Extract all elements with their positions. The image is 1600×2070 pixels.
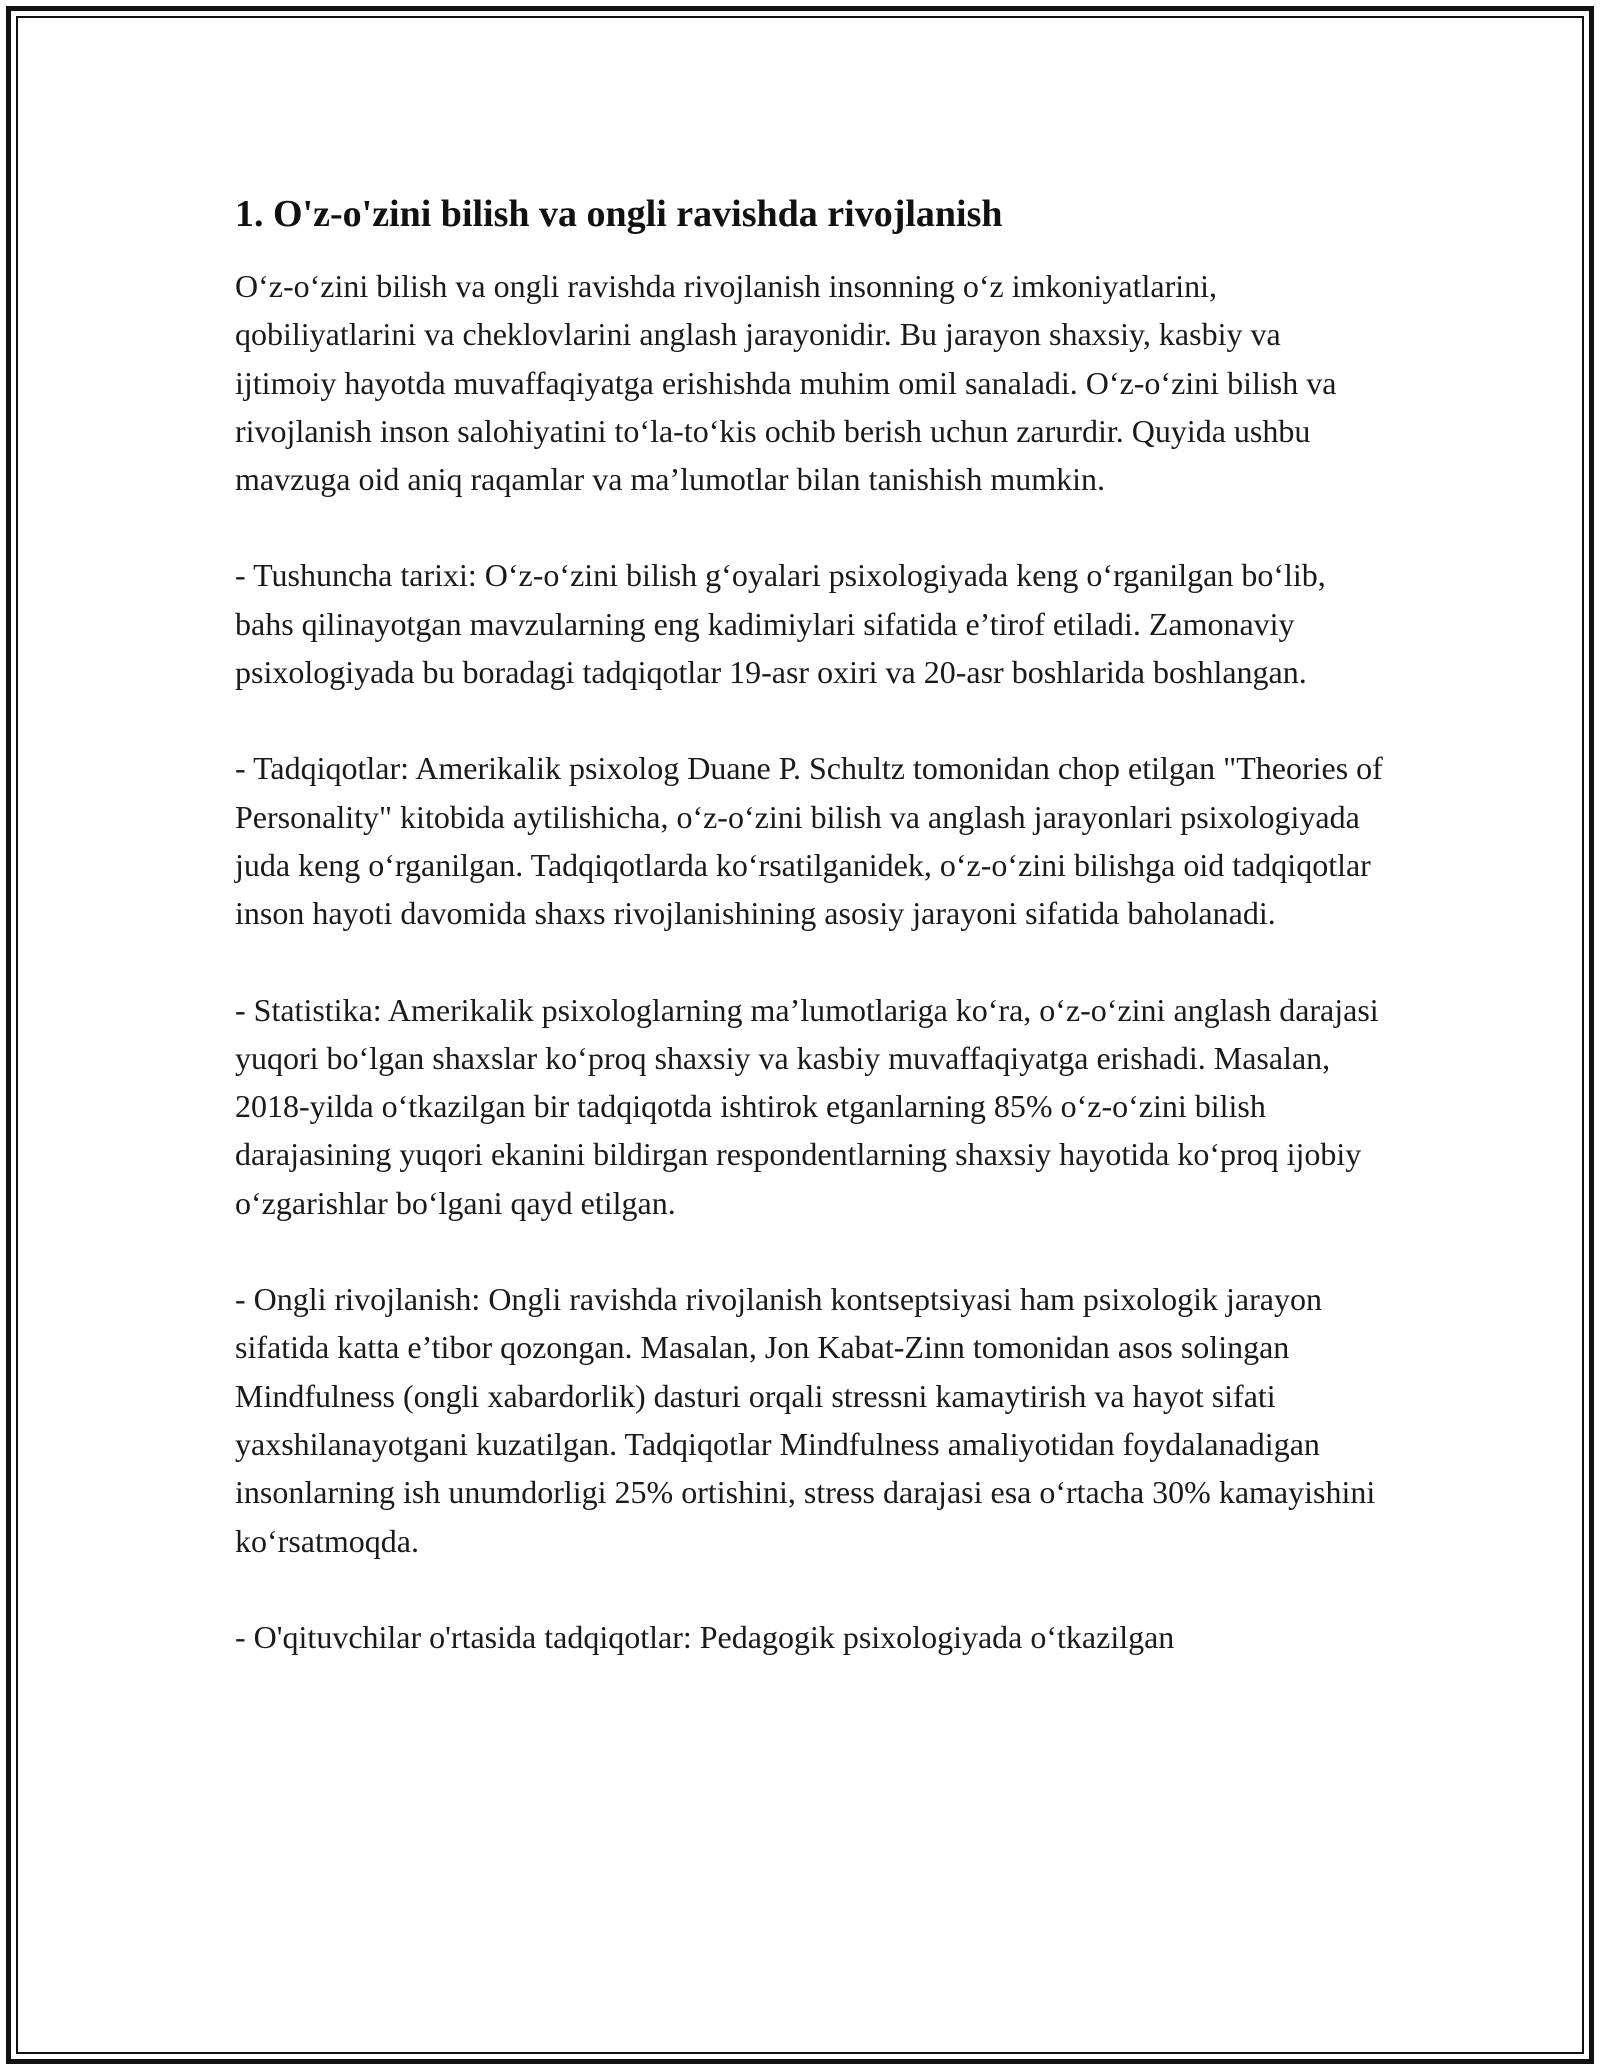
page-title: 1. O'z-o'zini bilish va ongli ravishda rivojlanish (235, 193, 1003, 235)
paragraph-teachers-research: - O'qituvchilar o'rtasida tadqiqotlar: Pedagogik psixologiyada o‘tkazilgan (235, 1618, 1175, 1655)
paragraph-research: - Tadqiqotlar: Amerikalik psixolog Duane P. Schultz tomonidan chop etilgan "Theories of Personality" kitobida aytilishicha, o‘z-o‘zini bilish va anglash jarayonlari psixologiyada juda keng o‘rganilgan. Tadqiqotlarda ko‘rsatilganidek, o‘z-o‘zini bilishga oid tadqiqotlar inson hayoti davomida shaxs rivojlanishining asosiy jarayoni sifatida baholanadi. (235, 750, 1383, 932)
paragraph-statistics: - Statistika: Amerikalik psixologlarning ma’lumotlariga ko‘ra, o‘z-o‘zini anglash darajasi yuqori bo‘lgan shaxslar ko‘proq shaxsiy va kasbiy muvaffaqiyatga erishadi. Masalan, 2018-yilda o‘tkazilgan bir tadqiqotda ishtirok etganlarning 85% o‘z-o‘zini bilish darajasining yuqori ekanini bildirgan respondentlarning shaxsiy hayotida ko‘proq ijobiy o‘zgarishlar bo‘lgani qayd etilgan. (235, 991, 1379, 1221)
paragraph-conscious-development: - Ongli rivojlanish: Ongli ravishda rivojlanish kontseptsiyasi ham psixologik jarayon sifatida katta e’tibor qozongan. Masalan, Jon Kabat-Zinn tomonidan asos solingan Mindfulness (ongli xabardorlik) dasturi orqali stressni kamaytirish va hayot sifati yaxshilanayotgani kuzatilgan. Tadqiqotlar Mindfulness amaliyotidan foydalanadigan insonlarning ish unumdorligi 25% ortishini, stress darajasi esa o‘rtacha 30% kamayishini ko‘rsatmoqda. (235, 1281, 1376, 1559)
paragraph-intro: O‘z-o‘zini bilish va ongli ravishda rivojlanish insonning o‘z imkoniyatlarini, qobiliyatlarini va cheklovlarini anglash jarayonidir. Bu jarayon shaxsiy, kasbiy va ijtimoiy hayotda muvaffaqiyatga erishishda muhim omil sanaladi. O‘z-o‘zini bilish va rivojlanish inson salohiyatini to‘la-to‘kis ochib berish uchun zarurdir. Quyida ushbu mavzuga oid aniq raqamlar va ma’lumotlar bilan tanishish mumkin. (235, 268, 1337, 498)
paragraph-concept-history: - Tushuncha tarixi: O‘z-o‘zini bilish g‘oyalari psixologiyada keng o‘rganilgan bo‘lib, bahs qilinayotgan mavzularning eng kadimiylari sifatida e’tirof etiladi. Zamonaviy psixologiyada bu boradagi tadqiqotlar 19-asr oxiri va 20-asr boshlarida boshlangan. (235, 557, 1326, 691)
document-body (235, 186, 1385, 1709)
